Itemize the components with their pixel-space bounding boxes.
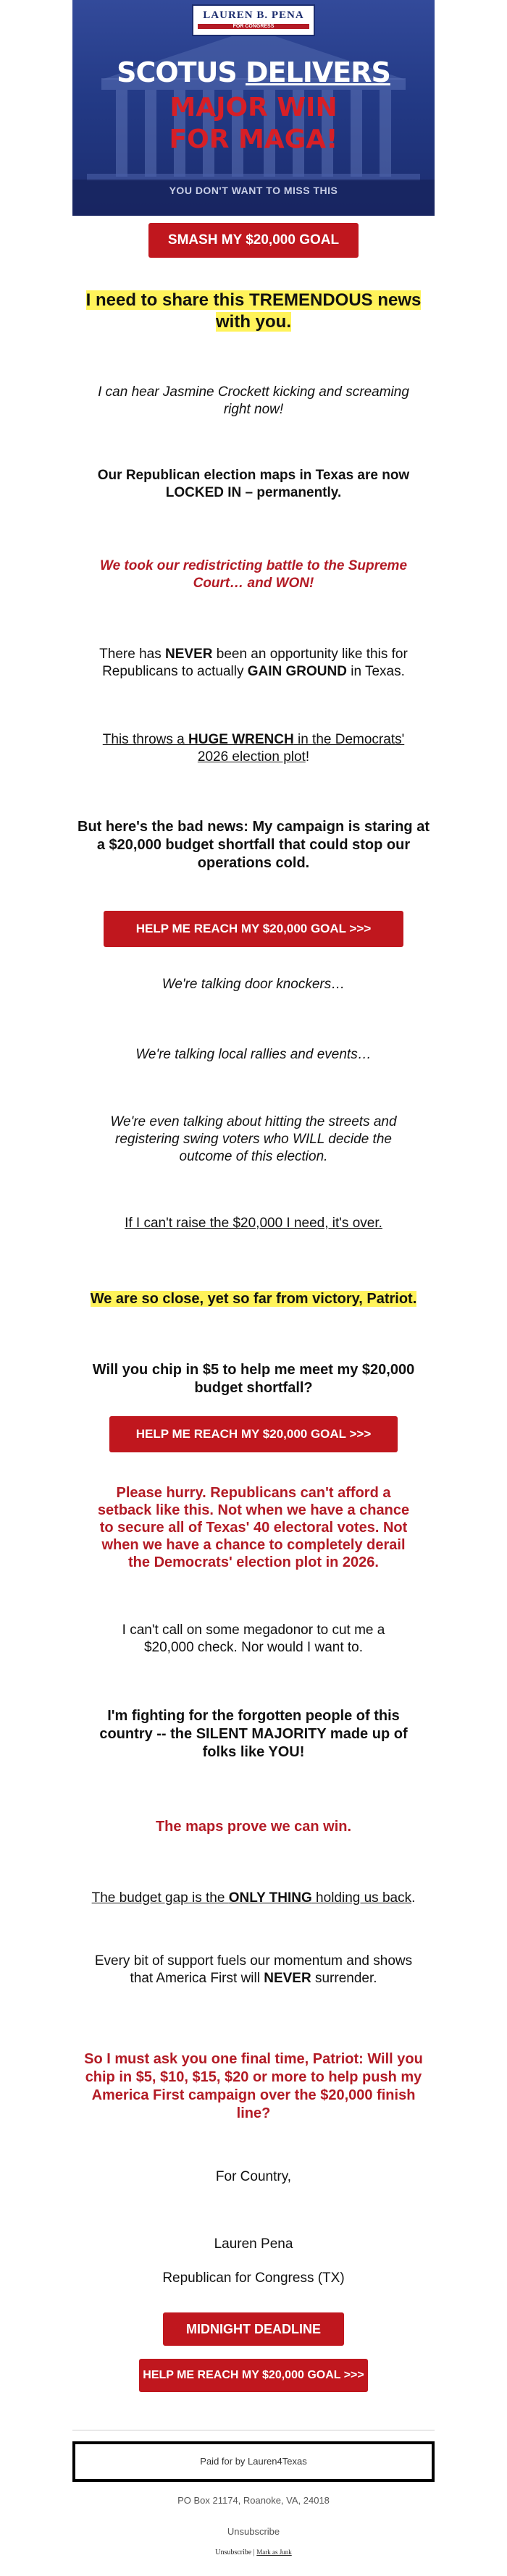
knockers-paragraph: We're talking door knockers… xyxy=(162,977,345,992)
maps-paragraph xyxy=(72,467,435,502)
megadonor-paragraph: I can't call on some megadonor to cut me a $20,000 check. Nor would I want to. xyxy=(122,1622,385,1655)
wrench-text-1: This throws a xyxy=(102,732,189,747)
footer-small-links xyxy=(72,2548,435,2556)
wrench-emphasis: HUGE WRENCH xyxy=(188,732,294,747)
paid-for-box xyxy=(72,2441,435,2482)
forgotten-you: YOU! xyxy=(268,1744,305,1760)
hero-banner[interactable] xyxy=(72,0,435,216)
help-goal-button-1[interactable]: HELP ME REACH MY $20,000 GOAL >>> xyxy=(104,911,403,947)
forgotten-paragraph xyxy=(72,1707,435,1761)
headline-line-3: FOR MAGA! xyxy=(169,125,338,154)
court-paragraph: We took our redistricting battle to the Supreme Court… and WON! xyxy=(99,558,408,591)
signature-name: Lauren Pena xyxy=(214,2236,293,2252)
maps-text-end: – permanently. xyxy=(241,485,342,500)
never-text-1: There has xyxy=(99,647,165,662)
prove-paragraph: The maps prove we can win. xyxy=(155,1819,352,1835)
help-goal-button-2[interactable]: HELP ME REACH MY $20,000 GOAL >>> xyxy=(109,1416,398,1452)
hero-headline xyxy=(72,56,435,88)
close-text: We are so close, yet so far from victory, Patriot. xyxy=(90,1291,417,1307)
over-paragraph xyxy=(72,1215,435,1232)
headline-line-2: MAJOR WIN xyxy=(169,93,338,122)
silent-majority: SILENT MAJORITY xyxy=(196,1726,327,1742)
gap-text-end: . xyxy=(411,1890,416,1906)
gain-ground-emphasis: GAIN GROUND xyxy=(247,664,347,679)
support-text-1: Every bit of support fuels our momentum and shows that America First will xyxy=(94,1953,413,1986)
share-paragraph xyxy=(72,290,435,333)
help-button-row-1 xyxy=(72,911,435,947)
support-paragraph xyxy=(72,1953,435,1987)
campaign-logo xyxy=(192,4,315,36)
maps-locked-in: LOCKED IN xyxy=(165,485,242,500)
mark-as-junk-link[interactable]: Mark as Junk xyxy=(256,2548,292,2556)
hero-tagline: YOU DON'T WANT TO MISS THIS xyxy=(169,185,338,196)
close-paragraph xyxy=(72,1290,435,1308)
smash-button-row xyxy=(72,223,435,258)
headline-word-scotus: SCOTUS xyxy=(117,56,237,88)
unsubscribe-row xyxy=(72,2526,435,2537)
never-emphasis: NEVER xyxy=(165,647,213,662)
only-thing-emphasis: ONLY THING xyxy=(228,1890,312,1906)
wrench-text-end: ! xyxy=(305,749,310,765)
link-separator: | xyxy=(253,2548,255,2556)
gap-text-2: holding us back xyxy=(311,1890,412,1906)
signature-title: Republican for Congress (TX) xyxy=(162,2270,345,2286)
chip-paragraph: Will you chip in $5 to help me meet my $20,000 budget shortfall? xyxy=(92,1362,415,1396)
maps-text: Our Republican election maps in Texas are now xyxy=(97,468,410,483)
unsubscribe-small-link[interactable]: Unsubscribe xyxy=(215,2548,252,2556)
streets-paragraph: We're even talking about hitting the streets and registering swing voters who WILL decide the outcome of this election. xyxy=(110,1114,397,1164)
smash-goal-button[interactable]: SMASH MY $20,000 GOAL xyxy=(148,223,359,258)
unsubscribe-link[interactable]: Unsubscribe xyxy=(227,2526,280,2537)
bad-news-paragraph: But here's the bad news: My campaign is staring at a $20,000 budget shortfall that could stop our operations cold. xyxy=(77,819,430,871)
logo-name: LAUREN B. PENA xyxy=(203,9,304,21)
final-ask-paragraph: So I must ask you one final time, Patriot: Will you chip in $5, $10, $15, $20 or more to help push my America First campaign over the $20,000 finish line? xyxy=(84,2051,423,2121)
forgotten-text-2: made up of folks like xyxy=(202,1726,408,1760)
share-text: I need to share this TREMENDOUS news with you. xyxy=(85,290,422,332)
gap-text-1: The budget gap is the xyxy=(91,1890,229,1906)
footer-address: PO Box 21174, Roanoke, VA, 24018 xyxy=(177,2495,330,2506)
never-text-3: in Texas. xyxy=(346,664,405,679)
help-button-row-2 xyxy=(72,1416,435,1452)
rallies-paragraph: We're talking local rallies and events… xyxy=(135,1047,372,1062)
midnight-button-row xyxy=(72,2312,435,2346)
crockett-paragraph: I can hear Jasmine Crockett kicking and screaming right now! xyxy=(98,384,409,417)
support-never: NEVER xyxy=(264,1971,311,1986)
sign-off: For Country, xyxy=(215,2169,292,2184)
gap-paragraph xyxy=(72,1890,435,1907)
wrench-paragraph xyxy=(72,731,435,766)
headline-word-delivers: DELIVERS xyxy=(246,56,390,88)
logo-subtitle: FOR CONGRESS xyxy=(198,24,309,29)
never-text-2: been an opportunity like this for Republicans to actually xyxy=(102,647,408,679)
paid-for-text: Paid for by Lauren4Texas xyxy=(200,2456,307,2467)
never-paragraph xyxy=(72,646,435,681)
over-text: If I can't raise the $20,000 I need, it's over. xyxy=(125,1216,382,1231)
help-goal-button-3[interactable]: HELP ME REACH MY $20,000 GOAL >>> xyxy=(139,2359,368,2392)
hurry-paragraph: Please hurry. Republicans can't afford a setback like this. Not when we have a chance to secure all of Texas' 40 electoral votes. Not when we have a chance to completely derail the Democrats' election plot in 2026. xyxy=(97,1485,410,1570)
midnight-deadline-button[interactable]: MIDNIGHT DEADLINE xyxy=(163,2312,344,2346)
help-button-row-3 xyxy=(72,2359,435,2392)
wrench-text-2: in the Democrats' 2026 election plot xyxy=(197,732,405,765)
forgotten-text-1: I'm fighting for the forgotten people of this country -- the xyxy=(99,1708,400,1742)
support-text-2: surrender. xyxy=(311,1971,377,1986)
